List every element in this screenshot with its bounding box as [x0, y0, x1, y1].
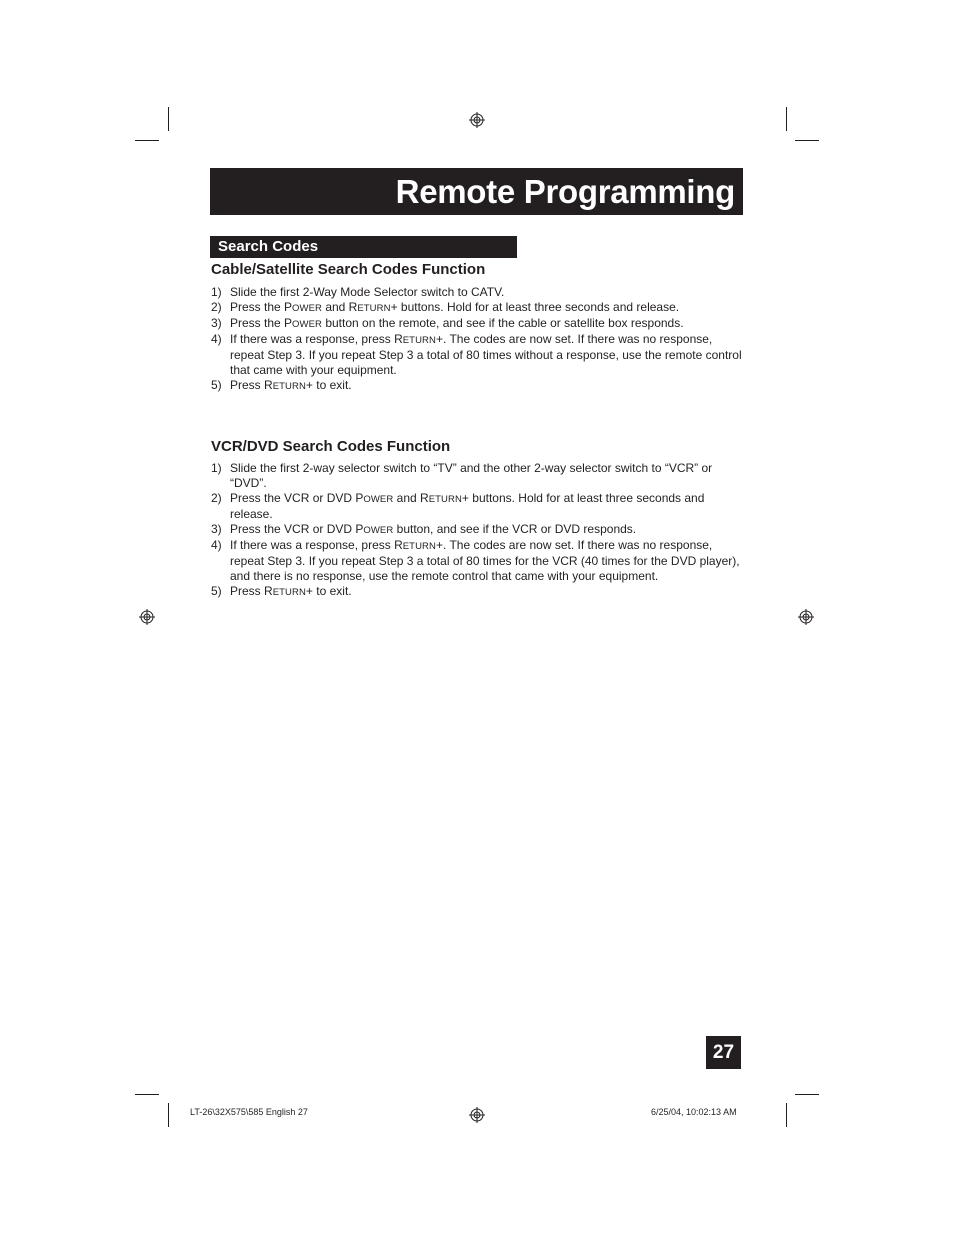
step-text: If there was a response, press R [230, 332, 403, 346]
key-name-text: OWER [292, 303, 322, 314]
step-number: 3) [211, 316, 222, 330]
crop-mark [135, 1094, 159, 1095]
list-item [211, 522, 746, 538]
step-number: 1) [211, 461, 222, 475]
step-text: +. The codes are now set. If there was no response, repeat Step 3. If you repeat Step 3 a total of 80 times for the VCR (40 times for the DVD player), and there is no response, use the remote control that came with your equipment. [230, 538, 740, 583]
registration-mark-icon [798, 609, 814, 625]
crop-mark [795, 1094, 819, 1095]
step-text: and R [321, 300, 358, 314]
cable-steps-list [211, 285, 746, 394]
page-title: Remote Programming [395, 172, 735, 210]
step-text: Press the P [230, 316, 293, 330]
list-item [211, 538, 746, 584]
step-text: and R [393, 491, 429, 505]
crop-mark [168, 107, 169, 131]
list-item [211, 584, 746, 600]
step-text: If there was a response, press R [230, 538, 403, 552]
step-number: 3) [211, 522, 222, 536]
step-number: 5) [211, 584, 222, 598]
key-name-text: OWER [363, 494, 394, 505]
cable-heading: Cable/Satellite Search Codes Function [211, 261, 486, 278]
step-text: + buttons. Hold for at least three seconds and release. [230, 491, 705, 521]
key-name-text: ETURN [272, 587, 306, 598]
list-item [211, 300, 746, 316]
key-name-text: ETURN [272, 381, 306, 392]
step-text: + to exit. [305, 584, 352, 598]
registration-mark-icon [469, 112, 485, 128]
step-number: 5) [211, 378, 222, 392]
crop-mark [786, 107, 787, 131]
section-label: Search Codes [210, 236, 517, 258]
registration-mark-icon [139, 609, 155, 625]
page-number: 27 [706, 1036, 741, 1069]
crop-mark [795, 140, 819, 141]
footer-timestamp: 6/25/04, 10:02:13 AM [651, 1107, 737, 1117]
step-text: Press the VCR or DVD P [230, 491, 364, 505]
key-name-text: ETURN [402, 541, 436, 552]
step-number: 2) [211, 300, 222, 314]
step-number: 2) [211, 491, 222, 505]
key-name-text: OWER [363, 525, 394, 536]
step-text: button, and see if the VCR or DVD responds. [393, 522, 637, 536]
step-text: + to exit. [305, 378, 352, 392]
vcr-heading: VCR/DVD Search Codes Function [211, 438, 451, 455]
crop-mark [786, 1103, 787, 1127]
step-number: 4) [211, 538, 222, 552]
crop-mark [135, 140, 159, 141]
list-item [211, 285, 746, 300]
list-item [211, 378, 746, 394]
title-banner [210, 168, 743, 215]
step-text: Press the P [230, 300, 293, 314]
step-text: Press R [230, 378, 273, 392]
key-name-text: OWER [292, 319, 322, 330]
step-text: Press R [230, 584, 273, 598]
crop-mark [168, 1103, 169, 1127]
step-text: button on the remote, and see if the cable or satellite box responds. [321, 316, 684, 330]
list-item [211, 332, 746, 378]
step-number: 1) [211, 285, 222, 299]
step-text: + buttons. Hold for at least three seconds and release. [390, 300, 680, 314]
list-item [211, 461, 746, 491]
step-number: 4) [211, 332, 222, 346]
key-name-text: ETURN [428, 494, 462, 505]
registration-mark-icon [469, 1107, 485, 1123]
key-name-text: ETURN [402, 335, 436, 346]
footer-file-name: LT-26\32X575\585 English 27 [190, 1107, 308, 1117]
step-text: Slide the first 2-way selector switch to “TV” and the other 2-way selector switch to “VCR” or “DVD”. [230, 461, 713, 490]
step-text: Press the VCR or DVD P [230, 522, 364, 536]
list-item [211, 316, 746, 332]
vcr-steps-list [211, 461, 746, 600]
list-item [211, 491, 746, 522]
key-name-text: ETURN [357, 303, 391, 314]
step-text: +. The codes are now set. If there was no response, repeat Step 3. If you repeat Step 3 a total of 80 times without a response, use the remote control that came with your equipment. [230, 332, 742, 377]
step-text: Slide the first 2-Way Mode Selector switch to CATV. [230, 285, 505, 299]
